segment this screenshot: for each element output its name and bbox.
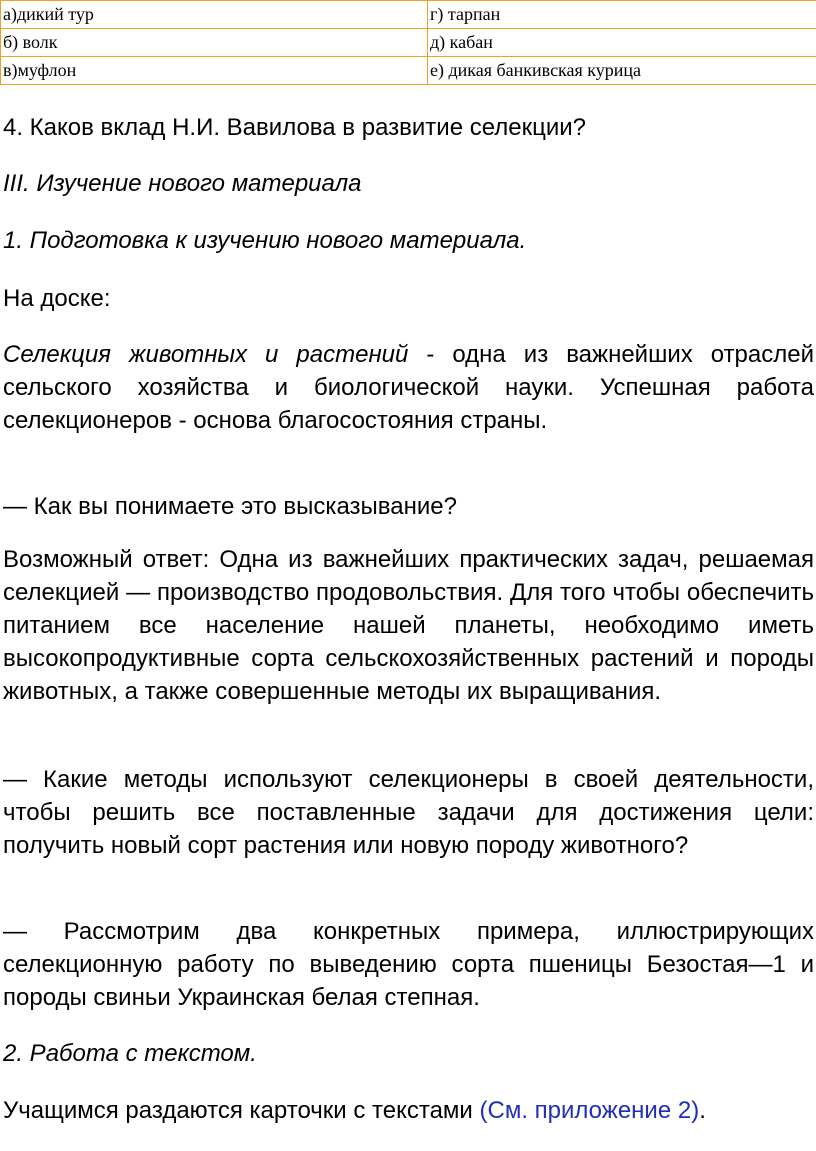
board-quote [3, 338, 814, 437]
on-board-label: На доске: [3, 285, 111, 312]
consider-examples: — Рассмотрим два конкретных примера, иллюстрирующих селекционную работу по выведению сорта пшеницы Безостая—1 и породы свиньи Украинская белая степная. [3, 918, 814, 1011]
table-cell: в)муфлон [1, 57, 428, 85]
table-row [1, 57, 816, 85]
table-row [1, 1, 816, 29]
animals-options-table [0, 0, 816, 85]
appendix-link[interactable]: (См. приложение 2) [479, 1097, 700, 1124]
table-cell: е) дикая банкивская курица [428, 57, 816, 85]
table-cell: г) тарпан [428, 1, 816, 29]
subsection-2-title: 2. Работа с текстом. [3, 1040, 257, 1067]
cards-paragraph [3, 1094, 814, 1127]
question-understand: — Как вы понимаете это высказывание? [3, 493, 457, 520]
cards-text: Учащимся раздаются карточки с текстами [3, 1097, 480, 1124]
question-methods: — Какие методы используют селекционеры в своей деятельности, чтобы решить все поставленные задачи для достижения цели: получить новый сорт растения или новую породу животного? [3, 766, 814, 859]
question-4: 4. Каков вклад Н.И. Вавилова в развитие селекции? [3, 114, 587, 141]
subsection-1-title: 1. Подготовка к изучению нового материала. [3, 227, 527, 254]
possible-answer: Возможный ответ: Одна из важнейших практических задач, решаемая селекцией — производство продовольствия. Для того чтобы обеспечить питанием все население нашей планеты, необходимо иметь высокопродуктивные сорта сельскохозяйственных растений и породы животных, а также совершенные методы их выращивания. [3, 546, 814, 705]
table-row [1, 29, 816, 57]
table-cell: д) кабан [428, 29, 816, 57]
section-3-title: III. Изучение нового материала [3, 170, 362, 197]
quote-italic-term: Селекция животных и растений [3, 341, 409, 368]
cards-end: . [699, 1097, 706, 1124]
table-cell: а)дикий тур [1, 1, 428, 29]
quote-rest: - одна из важнейших отраслей сельского хозяйства и биологической науки. Успешная работа селекционеров - основа благосостояния страны. [3, 341, 815, 434]
table-cell: б) волк [1, 29, 428, 57]
